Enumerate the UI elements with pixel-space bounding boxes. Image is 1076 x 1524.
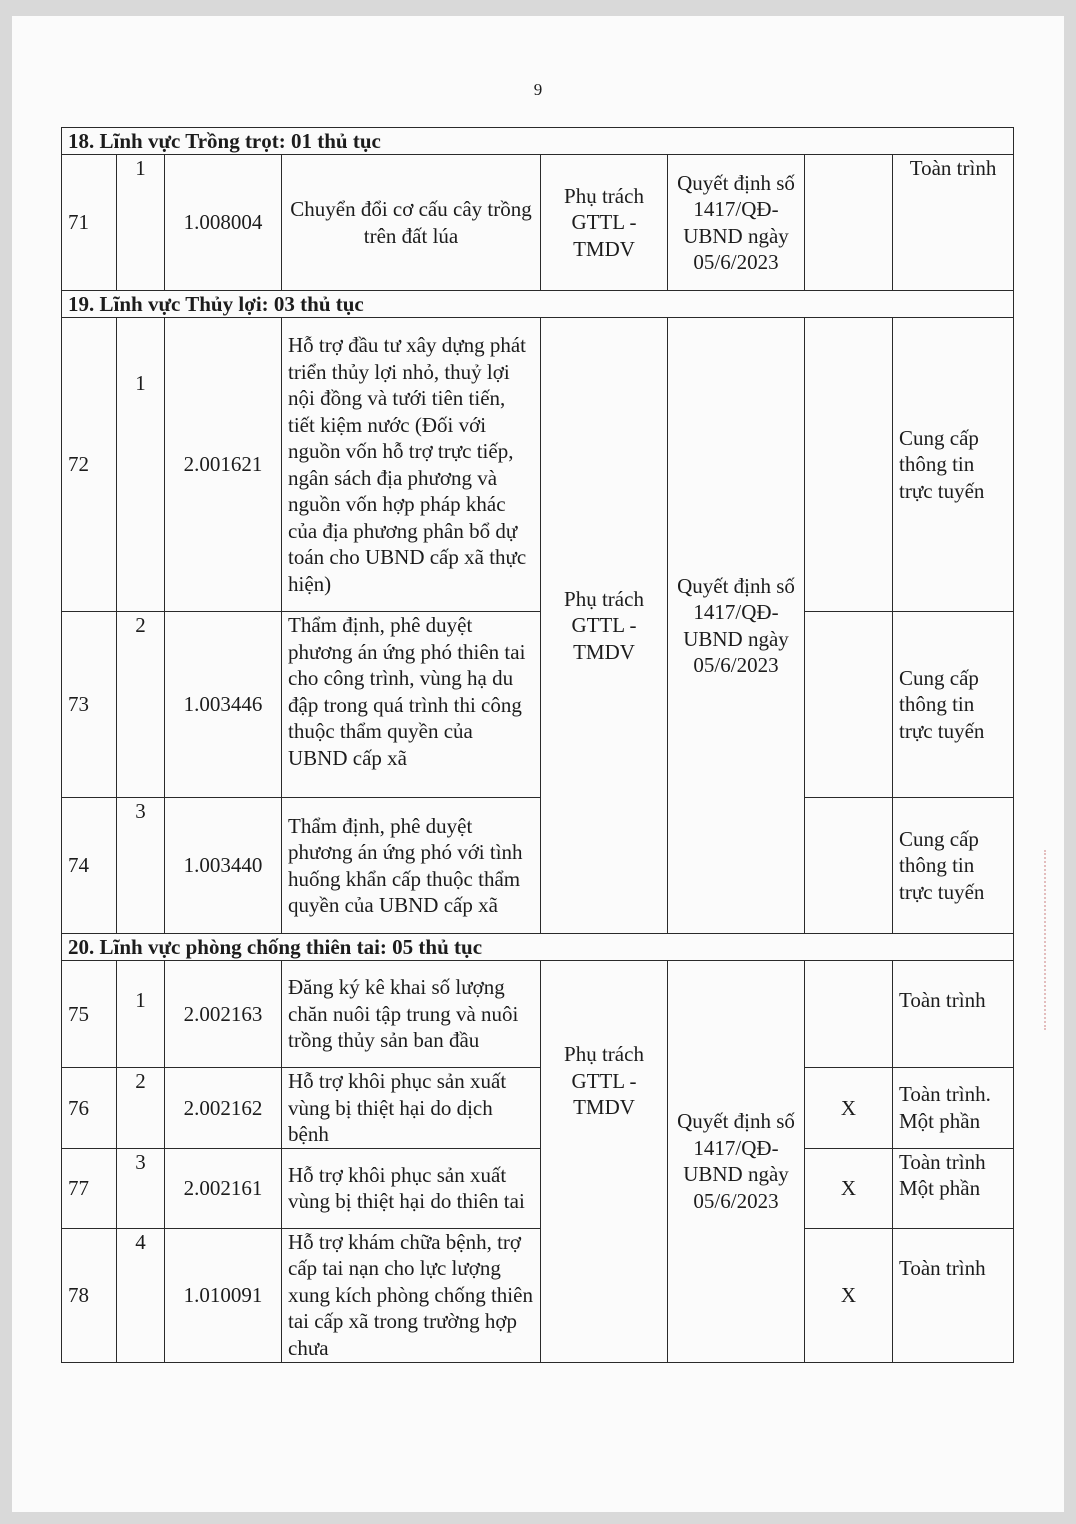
procedure-code: 2.001621 — [165, 318, 282, 612]
mark-cell — [805, 155, 893, 291]
procedure-name: Chuyển đổi cơ cấu cây trồng trên đất lúa — [282, 155, 541, 291]
responsible-unit: Phụ trách GTTL - TMDV — [541, 961, 668, 1363]
row-stt: 75 — [62, 961, 117, 1068]
row-number: 1 — [117, 961, 165, 1068]
service-level: Toàn trình Một phần — [893, 1148, 1014, 1228]
mark-cell — [805, 318, 893, 612]
row-stt: 74 — [62, 798, 117, 934]
procedure-name: Hỗ trợ khám chữa bệnh, trợ cấp tai nạn cho lực lượng xung kích phòng chống thiên tai cấp xã trong trường hợp chưa — [282, 1228, 541, 1362]
row-number: 3 — [117, 1148, 165, 1228]
row-stt: 71 — [62, 155, 117, 291]
service-level: Cung cấp thông tin trực tuyến — [893, 318, 1014, 612]
row-stt: 72 — [62, 318, 117, 612]
row-number: 1 — [117, 318, 165, 612]
table-row — [62, 961, 1014, 1068]
procedure-code: 2.002162 — [165, 1068, 282, 1149]
service-level: Toàn trình — [893, 961, 1014, 1068]
service-level: Toàn trình — [893, 1228, 1014, 1362]
section-header-row — [62, 291, 1014, 318]
procedure-code: 1.003446 — [165, 612, 282, 798]
row-number: 4 — [117, 1228, 165, 1362]
table-row — [62, 1068, 1014, 1149]
service-level: Cung cấp thông tin trực tuyến — [893, 612, 1014, 798]
mark-cell — [805, 798, 893, 934]
section-header-row — [62, 128, 1014, 155]
procedure-name: Đăng ký kê khai số lượng chăn nuôi tập trung và nuôi trồng thủy sản ban đầu — [282, 961, 541, 1068]
mark-cell — [805, 961, 893, 1068]
procedure-name: Thẩm định, phê duyệt phương án ứng phó thiên tai cho công trình, vùng hạ du đập trong quá trình thi công thuộc thẩm quyền của UBND cấp xã — [282, 612, 541, 798]
procedure-name: Hỗ trợ đầu tư xây dựng phát triển thủy lợi nhỏ, thuỷ lợi nội đồng và tưới tiên tiến, tiết kiệm nước (Đối với nguồn vốn hỗ trợ trực tiếp, ngân sách địa phương và nguồn vốn hợp pháp khác của địa phương phân bổ dự toán cho UBND cấp xã thực hiện) — [282, 318, 541, 612]
table-row — [62, 155, 1014, 291]
mark-cell — [805, 612, 893, 798]
row-number: 2 — [117, 1068, 165, 1149]
row-stt: 78 — [62, 1228, 117, 1362]
decision-reference: Quyết định số 1417/QĐ-UBND ngày 05/6/2023 — [668, 318, 805, 934]
row-number: 3 — [117, 798, 165, 934]
procedure-code: 1.003440 — [165, 798, 282, 934]
procedure-name: Thẩm định, phê duyệt phương án ứng phó với tình huống khẩn cấp thuộc thẩm quyền của UBND cấp xã — [282, 798, 541, 934]
mark-cell: X — [805, 1068, 893, 1149]
table-row — [62, 318, 1014, 612]
margin-stamp-mark — [1044, 850, 1054, 1030]
mark-cell: X — [805, 1228, 893, 1362]
decision-reference: Quyết định số 1417/QĐ-UBND ngày 05/6/2023 — [668, 961, 805, 1363]
procedure-table — [61, 127, 1014, 1363]
procedure-code: 1.008004 — [165, 155, 282, 291]
section-title: 19. Lĩnh vực Thủy lợi: 03 thủ tục — [62, 291, 1014, 318]
procedure-name: Hỗ trợ khôi phục sản xuất vùng bị thiệt hại do thiên tai — [282, 1148, 541, 1228]
section-header-row — [62, 934, 1014, 961]
procedure-code: 1.010091 — [165, 1228, 282, 1362]
service-level: Toàn trình. Một phần — [893, 1068, 1014, 1149]
row-stt: 76 — [62, 1068, 117, 1149]
row-number: 1 — [117, 155, 165, 291]
procedure-code: 2.002161 — [165, 1148, 282, 1228]
table-row — [62, 1148, 1014, 1228]
decision-reference: Quyết định số 1417/QĐ-UBND ngày 05/6/2023 — [668, 155, 805, 291]
procedure-name: Hỗ trợ khôi phục sản xuất vùng bị thiệt hại do dịch bệnh — [282, 1068, 541, 1149]
table-row — [62, 612, 1014, 798]
responsible-unit: Phụ trách GTTL - TMDV — [541, 318, 668, 934]
table-row — [62, 1228, 1014, 1362]
row-stt: 73 — [62, 612, 117, 798]
row-number: 2 — [117, 612, 165, 798]
service-level: Toàn trình — [893, 155, 1014, 291]
table-row — [62, 798, 1014, 934]
row-stt: 77 — [62, 1148, 117, 1228]
mark-cell: X — [805, 1148, 893, 1228]
service-level: Cung cấp thông tin trực tuyến — [893, 798, 1014, 934]
page-number: 9 — [533, 80, 543, 99]
responsible-unit: Phụ trách GTTL - TMDV — [541, 155, 668, 291]
section-title: 18. Lĩnh vực Trồng trọt: 01 thủ tục — [62, 128, 1014, 155]
section-title: 20. Lĩnh vực phòng chống thiên tai: 05 thủ tục — [62, 934, 1014, 961]
procedure-code: 2.002163 — [165, 961, 282, 1068]
